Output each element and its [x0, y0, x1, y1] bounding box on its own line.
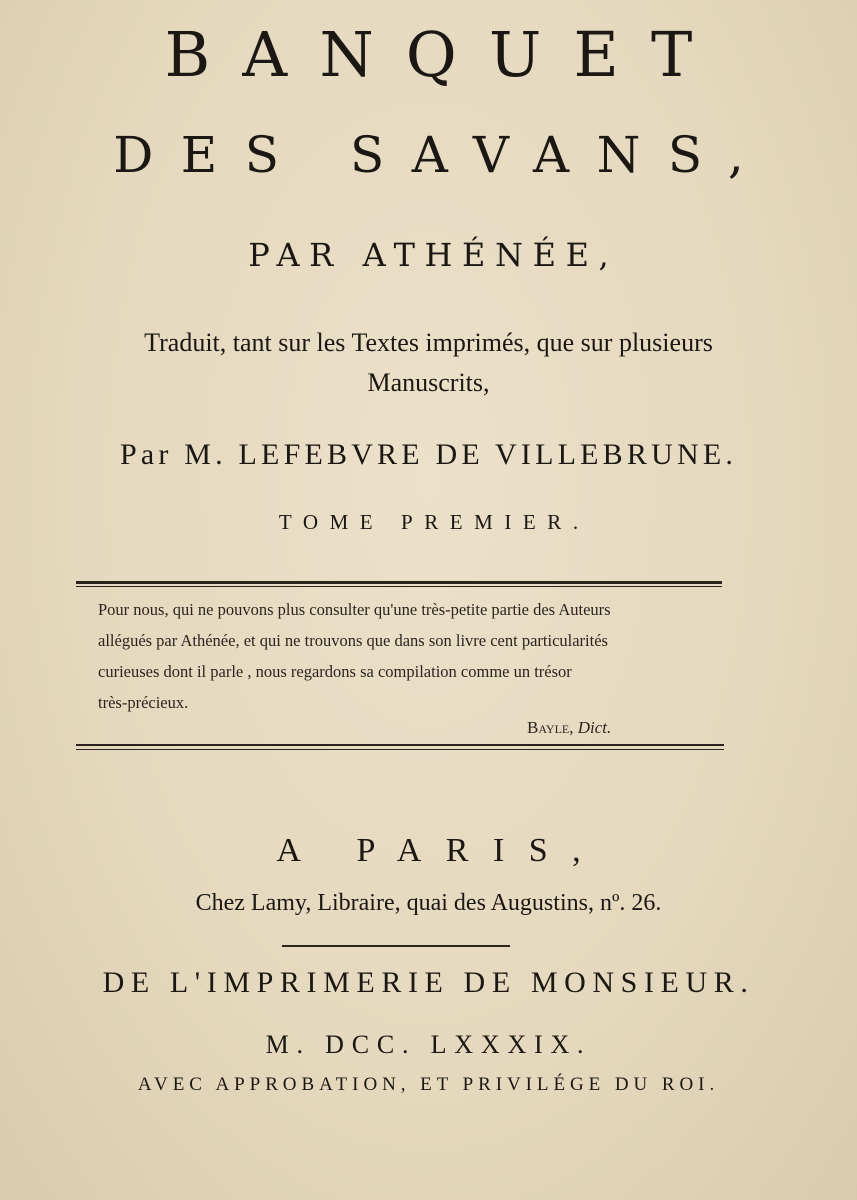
title-line-2: DES SAVANS, — [113, 126, 772, 184]
volume-line: TOME PREMIER. — [278, 510, 590, 534]
attribution-work: Dict. — [577, 718, 612, 737]
epigraph-top-rule — [76, 581, 722, 584]
epigraph-line: Pour nous, qui ne pouvons plus consulter qu'une très-petite partie des Auteurs — [98, 600, 611, 619]
attribution-name: Bayle — [527, 718, 570, 737]
imprint-city: A PARIS, — [276, 832, 606, 869]
epigraph-top-rule-thin — [76, 586, 722, 587]
epigraph — [98, 594, 710, 718]
epigraph-line: curieuses dont il parle , nous regardons sa compilation comme un trésor — [98, 662, 572, 681]
epigraph-attribution: Bayle, Dict. — [527, 718, 612, 737]
imprint-rule — [282, 945, 510, 947]
title-line-3: PAR ATHÉNÉE, — [248, 236, 619, 274]
imprint-privilege: AVEC APPROBATION, ET PRIVILÉGE DU ROI. — [137, 1074, 720, 1095]
subtitle-line-1: Traduit, tant sur les Textes imprimés, que sur plusieurs — [144, 328, 713, 357]
author-line: Par M. LEFEBVRE DE VILLEBRUNE. — [119, 438, 738, 471]
epigraph-line: allégués par Athénée, et qui ne trouvons que dans son livre cent particularités — [98, 631, 608, 650]
title-line-1: BANQUET — [164, 18, 725, 91]
imprint-publisher: Chez Lamy, Libraire, quai des Augustins, nº. 26. — [195, 890, 662, 916]
epigraph-line: très-précieux. — [98, 693, 189, 712]
epigraph-bottom-rule — [76, 744, 724, 746]
imprint-year: M. DCC. LXXXIX. — [265, 1030, 592, 1059]
imprint-printer: DE L'IMPRIMERIE DE MONSIEUR. — [102, 966, 755, 999]
epigraph-bottom-rule-thin — [76, 749, 724, 750]
subtitle-line-2: Manuscrits, — [367, 368, 490, 397]
